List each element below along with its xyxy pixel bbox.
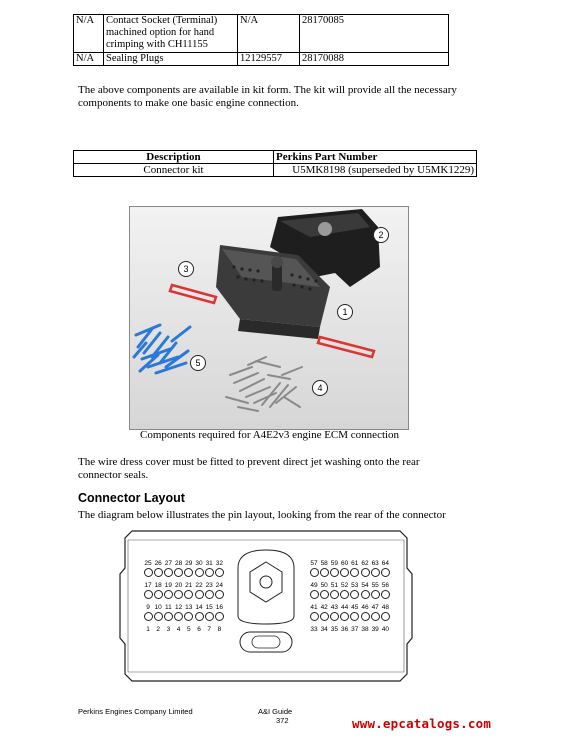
- header-description: Description: [74, 151, 274, 164]
- pin-label: 50: [320, 582, 328, 589]
- callout-4: 4: [312, 380, 328, 396]
- footer-page-number: 372: [276, 716, 289, 725]
- pin-label: 34: [320, 626, 328, 633]
- pin-hole: [215, 612, 224, 621]
- photo-caption: Components required for A4E2v3 engine ECM connection: [140, 429, 400, 441]
- pin-hole: [144, 590, 153, 599]
- table-cell: 12129557: [238, 53, 300, 66]
- pin-hole: [381, 590, 390, 599]
- pin-label: 25: [144, 560, 152, 567]
- pin-hole: [320, 590, 329, 599]
- pin-label: 40: [381, 626, 389, 633]
- pin-label: 45: [351, 604, 359, 611]
- pin-label: 23: [205, 582, 213, 589]
- pin-label: 15: [205, 604, 213, 611]
- table-header-row: [74, 151, 477, 164]
- pin-hole: [320, 568, 329, 577]
- watermark: www.epcatalogs.com: [352, 716, 492, 731]
- pin-label: 28: [174, 560, 183, 567]
- pin-label: 54: [361, 582, 369, 589]
- pin-label: 21: [185, 582, 193, 589]
- pin-label: 57: [310, 560, 318, 567]
- pin-hole: [371, 590, 380, 599]
- pin-label: 48: [381, 604, 389, 611]
- callout-3: 3: [178, 261, 194, 277]
- pin-label: 44: [340, 604, 349, 611]
- pin-hole: [154, 612, 163, 621]
- table-cell: U5MK8198 (superseded by U5MK1229): [274, 164, 477, 177]
- table-cell: Contact Socket (Terminal) machined option for hand crimping with CH11155: [104, 15, 238, 53]
- pin-label: 55: [371, 582, 379, 589]
- pin-hole: [381, 612, 390, 621]
- pin-label: 7: [207, 626, 211, 633]
- pin-hole: [330, 590, 339, 599]
- section-title: Connector Layout: [78, 491, 185, 505]
- pin-label: 37: [351, 626, 359, 633]
- table-cell: N/A: [74, 15, 104, 53]
- pin-hole: [371, 568, 380, 577]
- pin-label: 49: [310, 582, 318, 589]
- pin-hole: [205, 612, 214, 621]
- pin-label: 12: [174, 604, 183, 611]
- section-intro: The diagram below illustrates the pin layout, looking from the rear of the connector: [78, 509, 446, 521]
- pin-label: 61: [351, 560, 359, 567]
- pin-label: 38: [361, 626, 369, 633]
- pin-label: 56: [381, 582, 389, 589]
- pin-label: 29: [185, 560, 193, 567]
- pin-label: 9: [146, 604, 150, 611]
- kit-note: The above components are available in kit form. The kit will provide all the necessary components to make one basic engine connection.: [78, 84, 457, 109]
- pin-label: 2: [156, 626, 160, 633]
- pin-hole: [144, 568, 153, 577]
- pin-hole: [310, 590, 319, 599]
- pin-label: 64: [381, 560, 389, 567]
- pin-hole: [154, 568, 163, 577]
- pin-label: 62: [361, 560, 369, 567]
- pin-hole: [164, 590, 173, 599]
- pin-label: 10: [154, 604, 162, 611]
- pin-hole: [330, 568, 339, 577]
- pin-label: 6: [197, 626, 201, 633]
- pin-label: 20: [174, 582, 183, 589]
- pin-label: 43: [330, 604, 338, 611]
- header-part-number: Perkins Part Number: [274, 151, 477, 164]
- callout-1: 1: [337, 304, 353, 320]
- pin-hole: [144, 612, 153, 621]
- pin-label: 32: [215, 560, 223, 567]
- pin-label: 3: [166, 626, 171, 633]
- pin-hole: [361, 612, 370, 621]
- pin-label: 8: [217, 626, 222, 633]
- pin-label: 4: [176, 626, 181, 633]
- pin-label: 39: [371, 626, 379, 633]
- table-cell: 28170088: [300, 53, 449, 66]
- pin-label: 52: [340, 582, 349, 589]
- pin-label: 35: [330, 626, 338, 633]
- pin-hole: [330, 612, 339, 621]
- pin-hole: [310, 568, 319, 577]
- pin-label: 41: [310, 604, 318, 611]
- pin-label: 27: [164, 560, 172, 567]
- callout-2: 2: [373, 227, 389, 243]
- callout-5: 5: [190, 355, 206, 371]
- pin-hole: [195, 568, 204, 577]
- pin-label: 26: [154, 560, 162, 567]
- table-cell: N/A: [238, 15, 300, 53]
- pin-label: 22: [195, 582, 203, 589]
- pin-hole: [371, 612, 380, 621]
- table-cell: Connector kit: [74, 164, 274, 177]
- kit-table: [73, 150, 477, 177]
- pin-label: 14: [195, 604, 203, 611]
- pin-label: 13: [185, 604, 193, 611]
- pin-label: 33: [310, 626, 318, 633]
- pin-hole: [310, 612, 319, 621]
- pin-hole: [195, 590, 204, 599]
- pin-hole: [361, 590, 370, 599]
- pin-hole: [215, 568, 224, 577]
- table-cell: Sealing Plugs: [104, 53, 238, 66]
- photo-illustration: [130, 207, 408, 429]
- table-row: [74, 53, 449, 66]
- pin-label: 11: [165, 604, 172, 611]
- pin-hole: [205, 568, 214, 577]
- parts-table: [73, 14, 449, 66]
- footer-company: Perkins Engines Company Limited: [78, 707, 193, 716]
- pin-label: 51: [330, 582, 338, 589]
- pin-hole: [361, 568, 370, 577]
- pin-label: 47: [371, 604, 379, 611]
- cut-off-top-text: [75, 0, 447, 4]
- table-row: [74, 15, 449, 53]
- pin-label: 18: [154, 582, 162, 589]
- pin-hole: [320, 612, 329, 621]
- pin-label: 63: [371, 560, 379, 567]
- pin-label: 31: [205, 560, 213, 567]
- pin-label: 42: [320, 604, 328, 611]
- table-cell: 28170085: [300, 15, 449, 53]
- pin-label: 30: [195, 560, 203, 567]
- pin-hole: [154, 590, 163, 599]
- pin-hole: [215, 590, 224, 599]
- dress-cover-note: The wire dress cover must be fitted to prevent direct jet washing onto the rear connector seals.: [78, 456, 420, 481]
- pin-hole: [164, 568, 173, 577]
- footer-guide: A&I Guide: [258, 707, 293, 716]
- pin-hole: [205, 590, 214, 599]
- pin-hole: [195, 612, 204, 621]
- pin-label: 53: [351, 582, 359, 589]
- pin-label: 17: [144, 582, 152, 589]
- pin-label: 36: [340, 626, 349, 633]
- pin-label: 19: [164, 582, 172, 589]
- pin-label: 24: [215, 582, 223, 589]
- connector-pin-diagram: [118, 528, 414, 684]
- pin-hole: [164, 612, 173, 621]
- pin-label: 16: [215, 604, 223, 611]
- pin-label: 59: [330, 560, 338, 567]
- connector-kit-photo: [129, 206, 409, 430]
- table-cell: N/A: [74, 53, 104, 66]
- pin-label: 46: [361, 604, 369, 611]
- table-row: [74, 164, 477, 177]
- pin-label: 58: [320, 560, 328, 567]
- pin-label: 5: [186, 626, 191, 633]
- pin-hole: [381, 568, 390, 577]
- pin-label: 60: [340, 560, 349, 567]
- pin-label: 1: [146, 626, 150, 633]
